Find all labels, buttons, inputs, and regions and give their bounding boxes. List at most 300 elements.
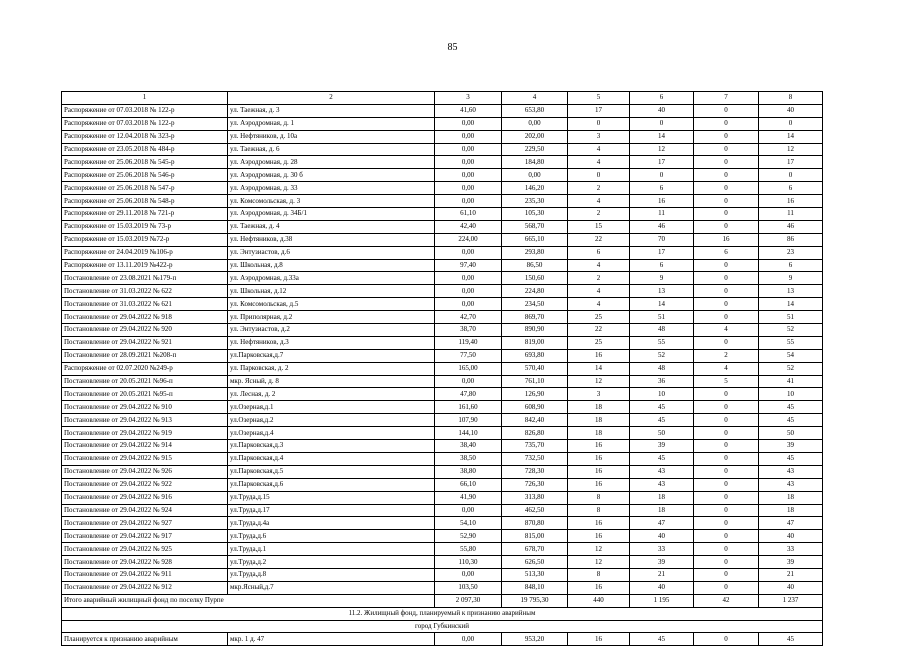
table-cell: 293,80 — [502, 246, 568, 259]
table-cell: 39 — [630, 440, 694, 453]
doc-cell: Постановление от 29.04.2022 № 928 — [62, 556, 228, 569]
table-cell: 6 — [630, 259, 694, 272]
table-cell: 16 — [568, 517, 630, 530]
total-cell: 2 097,30 — [435, 594, 502, 607]
address-cell: ул. Нефтяников, д.3 — [228, 336, 435, 349]
table-cell: 47 — [759, 517, 823, 530]
total-cell: 440 — [568, 594, 630, 607]
table-cell: 890,90 — [502, 324, 568, 337]
doc-cell: Постановление от 29.04.2022 № 915 — [62, 452, 228, 465]
doc-cell: Распоряжение от 23.05.2018 № 484-р — [62, 143, 228, 156]
doc-cell: Распоряжение от 25.06.2018 № 545-р — [62, 156, 228, 169]
table-cell: 9 — [630, 272, 694, 285]
table-cell: 33 — [759, 543, 823, 556]
table-cell: 10 — [759, 388, 823, 401]
doc-cell: Распоряжение от 29.11.2018 № 721-р — [62, 208, 228, 221]
table-cell: 126,90 — [502, 388, 568, 401]
total-cell: 19 795,30 — [502, 594, 568, 607]
table-cell: 4 — [568, 298, 630, 311]
table-cell: 12 — [568, 556, 630, 569]
table-cell: 0 — [694, 220, 759, 233]
housing-table — [61, 91, 823, 646]
table-cell: 12 — [759, 143, 823, 156]
address-cell: ул. Аэродромная, д. 1 — [228, 117, 435, 130]
table-cell: 45 — [630, 414, 694, 427]
table-cell: 0 — [694, 440, 759, 453]
table-cell: 55,80 — [435, 543, 502, 556]
table-cell: 761,10 — [502, 375, 568, 388]
table-cell: 146,20 — [502, 182, 568, 195]
table-cell: 0,00 — [435, 182, 502, 195]
address-cell: ул.Парковская,д.7 — [228, 349, 435, 362]
address-cell: ул. Аэродромная, д. 30 б — [228, 169, 435, 182]
table-cell: 46 — [759, 220, 823, 233]
page-number: 85 — [447, 42, 458, 53]
table-row — [62, 143, 823, 156]
column-header: 6 — [630, 92, 694, 105]
doc-cell: Постановление от 29.04.2022 № 914 — [62, 440, 228, 453]
table-cell: 8 — [568, 491, 630, 504]
address-cell: ул. Аэродромная, д. 33 — [228, 182, 435, 195]
address-cell: ул. Энтузиастов, д.2 — [228, 324, 435, 337]
header-row — [62, 92, 823, 105]
table-cell: 150,60 — [502, 272, 568, 285]
table-cell: 0 — [694, 285, 759, 298]
table-cell: 43 — [630, 478, 694, 491]
address-cell: ул. Таежная, д. 6 — [228, 143, 435, 156]
table-cell: 4 — [568, 143, 630, 156]
table-cell: 0 — [759, 169, 823, 182]
doc-cell: Постановление от 28.09.2021 №208-п — [62, 349, 228, 362]
table-cell: 14 — [630, 298, 694, 311]
table-cell: 33 — [630, 543, 694, 556]
table-row — [62, 349, 823, 362]
table-row — [62, 311, 823, 324]
table-body — [62, 104, 823, 594]
column-header: 8 — [759, 92, 823, 105]
table-cell: 6 — [759, 259, 823, 272]
table-cell: 568,70 — [502, 220, 568, 233]
doc-cell: Постановление от 20.05.2021 №95-п — [62, 388, 228, 401]
table-row — [62, 285, 823, 298]
table-cell: 40 — [630, 581, 694, 594]
table-cell: 52 — [630, 349, 694, 362]
table-cell: 0 — [568, 169, 630, 182]
table-row — [62, 117, 823, 130]
doc-cell: Постановление от 29.04.2022 № 924 — [62, 504, 228, 517]
address-cell: ул. Комсомольская, д. 3 — [228, 195, 435, 208]
table-cell: 55 — [759, 336, 823, 349]
table-cell: 12 — [630, 143, 694, 156]
table-cell: 21 — [759, 568, 823, 581]
address-cell: ул.Парковская,д.4 — [228, 452, 435, 465]
table-row — [62, 104, 823, 117]
table-cell: 50 — [759, 427, 823, 440]
table-cell: 38,70 — [435, 324, 502, 337]
table-cell: 0 — [694, 298, 759, 311]
table-cell: 2 — [568, 272, 630, 285]
table-cell: 2 — [568, 182, 630, 195]
doc-cell: Постановление от 29.04.2022 № 927 — [62, 517, 228, 530]
table-cell: 0 — [694, 388, 759, 401]
table-cell: 313,80 — [502, 491, 568, 504]
table-cell: 70 — [630, 233, 694, 246]
address-cell: ул.Озерная,д.2 — [228, 414, 435, 427]
doc-cell: Распоряжение от 07.03.2018 № 122-р — [62, 117, 228, 130]
table-cell: 21 — [630, 568, 694, 581]
table-cell: 6 — [630, 182, 694, 195]
doc-cell: Постановление от 20.05.2021 №96-п — [62, 375, 228, 388]
table-row — [62, 233, 823, 246]
table-cell: 97,40 — [435, 259, 502, 272]
table-cell: 693,80 — [502, 349, 568, 362]
table-cell: 46 — [630, 220, 694, 233]
table-cell: 0 — [694, 427, 759, 440]
table-row — [62, 543, 823, 556]
address-cell: ул.Труда,д.8 — [228, 568, 435, 581]
table-cell: 815,00 — [502, 530, 568, 543]
section-title: 11.2. Жилищный фонд, планируемый к признанию аварийным — [62, 607, 823, 620]
table-cell: 0 — [694, 517, 759, 530]
table-cell: 47,80 — [435, 388, 502, 401]
address-cell: мкр. Ясный, д. 8 — [228, 375, 435, 388]
section-title-row — [62, 607, 823, 620]
table-cell: 4 — [694, 362, 759, 375]
table-cell: 0 — [694, 568, 759, 581]
table-cell: 826,80 — [502, 427, 568, 440]
doc-cell: Постановление от 29.04.2022 № 918 — [62, 311, 228, 324]
table-cell: 39 — [630, 556, 694, 569]
table-cell: 43 — [630, 465, 694, 478]
address-cell: ул. Лесная, д. 2 — [228, 388, 435, 401]
table-row — [62, 517, 823, 530]
city-title: город Губкинский — [62, 620, 823, 633]
table-cell: 202,00 — [502, 130, 568, 143]
doc-cell: Постановление от 29.04.2022 № 913 — [62, 414, 228, 427]
table-cell: 107,90 — [435, 414, 502, 427]
table-cell: 3 — [568, 130, 630, 143]
doc-cell: Распоряжение от 02.07.2020 №249-р — [62, 362, 228, 375]
table-cell: 38,80 — [435, 465, 502, 478]
table-cell: 0 — [694, 465, 759, 478]
doc-cell: Постановление от 31.03.2022 № 622 — [62, 285, 228, 298]
column-header: 2 — [228, 92, 435, 105]
table-row — [62, 491, 823, 504]
table-cell: 14 — [630, 130, 694, 143]
doc-cell: Постановление от 29.04.2022 № 911 — [62, 568, 228, 581]
table-row — [62, 169, 823, 182]
table-cell: 0 — [694, 169, 759, 182]
table-cell: 17 — [759, 156, 823, 169]
table-cell: 869,70 — [502, 311, 568, 324]
table-cell: 0,00 — [435, 156, 502, 169]
table-cell: 0 — [759, 117, 823, 130]
table-cell: 38,50 — [435, 452, 502, 465]
table-cell: 16 — [568, 478, 630, 491]
address-cell: ул. Энтузиастов, д.6 — [228, 246, 435, 259]
address-cell: ул. Школьная, д.8 — [228, 259, 435, 272]
table-cell: 0 — [694, 414, 759, 427]
table-cell: 18 — [759, 491, 823, 504]
table-cell: 39 — [759, 440, 823, 453]
table-cell: 0,00 — [435, 375, 502, 388]
table-cell: 0 — [694, 401, 759, 414]
table-cell: 9 — [759, 272, 823, 285]
table-cell: 4 — [568, 259, 630, 272]
table-cell: 105,30 — [502, 208, 568, 221]
table-cell: 22 — [568, 324, 630, 337]
table-row — [62, 272, 823, 285]
table-cell: 735,70 — [502, 440, 568, 453]
table-cell: 0 — [694, 581, 759, 594]
table-cell: 0,00 — [502, 169, 568, 182]
table-cell: 86,50 — [502, 259, 568, 272]
table-cell: 38,40 — [435, 440, 502, 453]
table-cell: 23 — [759, 246, 823, 259]
table-cell: 61,10 — [435, 208, 502, 221]
address-cell: ул.Парковская,д.6 — [228, 478, 435, 491]
table-cell: 11 — [630, 208, 694, 221]
table-cell: 14 — [759, 298, 823, 311]
table-row — [62, 298, 823, 311]
table-cell: 13 — [630, 285, 694, 298]
table-cell: 678,70 — [502, 543, 568, 556]
table-cell: 14 — [759, 130, 823, 143]
address-cell: ул.Озерная,д.1 — [228, 401, 435, 414]
total-cell: 1 195 — [630, 594, 694, 607]
address-cell: ул.Труда,д.1 — [228, 543, 435, 556]
column-header: 3 — [435, 92, 502, 105]
table-cell: 16 — [568, 465, 630, 478]
table-cell: 842,40 — [502, 414, 568, 427]
table-cell: 4 — [568, 285, 630, 298]
table-cell: 4 — [694, 324, 759, 337]
table-row — [62, 182, 823, 195]
table-cell: 15 — [568, 220, 630, 233]
table-cell: 18 — [568, 427, 630, 440]
table-cell: 41 — [759, 375, 823, 388]
doc-cell: Постановление от 29.04.2022 № 922 — [62, 478, 228, 491]
table-cell: 45 — [759, 401, 823, 414]
table-cell: 41,90 — [435, 491, 502, 504]
table-cell: 18 — [630, 491, 694, 504]
table-cell: 52,90 — [435, 530, 502, 543]
table-row — [62, 581, 823, 594]
table-cell: 12 — [568, 543, 630, 556]
address-cell: мкр. 1 д. 47 — [228, 633, 435, 646]
table-cell: 0,00 — [435, 504, 502, 517]
doc-cell: Постановление от 29.04.2022 № 921 — [62, 336, 228, 349]
table-cell: 953,20 — [502, 633, 568, 646]
table-cell: 184,80 — [502, 156, 568, 169]
table-cell: 665,10 — [502, 233, 568, 246]
table-cell: 144,10 — [435, 427, 502, 440]
table-cell: 43 — [759, 465, 823, 478]
address-cell: ул. Таежная, д. 3 — [228, 104, 435, 117]
table-cell: 0 — [694, 336, 759, 349]
table-cell: 0 — [694, 117, 759, 130]
table-cell: 77,50 — [435, 349, 502, 362]
table-cell: 16 — [568, 581, 630, 594]
table-row — [62, 220, 823, 233]
table-cell: 16 — [630, 195, 694, 208]
table-cell: 6 — [759, 182, 823, 195]
doc-cell: Распоряжение от 12.04.2018 № 323-р — [62, 130, 228, 143]
table-cell: 51 — [759, 311, 823, 324]
table-cell: 0,00 — [435, 169, 502, 182]
table-cell: 0 — [694, 556, 759, 569]
table-cell: 0 — [568, 117, 630, 130]
table-cell: 12 — [568, 375, 630, 388]
table-cell: 52 — [759, 362, 823, 375]
table-cell: 0 — [694, 272, 759, 285]
table-cell: 51 — [630, 311, 694, 324]
table-cell: 726,30 — [502, 478, 568, 491]
table-cell: 0,00 — [435, 246, 502, 259]
table-row — [62, 414, 823, 427]
table-cell: 22 — [568, 233, 630, 246]
doc-cell: Постановление от 29.04.2022 № 917 — [62, 530, 228, 543]
table-cell: 18 — [568, 414, 630, 427]
table-cell: 45 — [759, 452, 823, 465]
table-cell: 43 — [759, 478, 823, 491]
table-cell: 0 — [694, 452, 759, 465]
table-cell: 55 — [630, 336, 694, 349]
table-cell: 0,00 — [502, 117, 568, 130]
table-cell: 48 — [630, 362, 694, 375]
table-cell: 45 — [630, 452, 694, 465]
doc-cell: Распоряжение от 07.03.2018 № 122-р — [62, 104, 228, 117]
table-row — [62, 362, 823, 375]
city-row — [62, 620, 823, 633]
table-cell: 0 — [694, 491, 759, 504]
table-cell: 0 — [694, 543, 759, 556]
table-cell: 13 — [759, 285, 823, 298]
table-cell: 66,10 — [435, 478, 502, 491]
table-cell: 103,50 — [435, 581, 502, 594]
table-cell: 608,90 — [502, 401, 568, 414]
doc-cell: Постановление от 29.04.2022 № 919 — [62, 427, 228, 440]
doc-cell: Постановление от 29.04.2022 № 912 — [62, 581, 228, 594]
table-cell: 18 — [568, 401, 630, 414]
table-cell: 25 — [568, 336, 630, 349]
table-cell: 0 — [694, 104, 759, 117]
address-cell: ул. Парковская, д. 2 — [228, 362, 435, 375]
address-cell: ул.Труда,д.6 — [228, 530, 435, 543]
table-cell: 39 — [759, 556, 823, 569]
table-cell: 6 — [568, 246, 630, 259]
doc-cell: Постановление от 31.03.2022 № 621 — [62, 298, 228, 311]
address-cell: ул.Парковская,д.3 — [228, 440, 435, 453]
doc-cell: Постановление от 29.04.2022 № 925 — [62, 543, 228, 556]
table-row — [62, 156, 823, 169]
table-cell: 0,00 — [435, 130, 502, 143]
table-cell: 0 — [694, 156, 759, 169]
table-row — [62, 324, 823, 337]
table-row — [62, 259, 823, 272]
table-cell: 0 — [630, 117, 694, 130]
total-cell: 42 — [694, 594, 759, 607]
table-cell: 6 — [694, 246, 759, 259]
address-cell: ул. Нефтяников, д. 10а — [228, 130, 435, 143]
table-cell: 0,00 — [435, 272, 502, 285]
table-cell: 0 — [694, 530, 759, 543]
total-cell: 1 237 — [759, 594, 823, 607]
table-cell: 3 — [568, 388, 630, 401]
column-header: 5 — [568, 92, 630, 105]
table-cell: 45 — [759, 414, 823, 427]
address-cell: ул. Приполярная, д.2 — [228, 311, 435, 324]
doc-cell: Планируется к признанию аварийным — [62, 633, 228, 646]
doc-cell: Распоряжение от 15.03.2019 №72-р — [62, 233, 228, 246]
address-cell: ул. Аэродромная, д. 28 — [228, 156, 435, 169]
table-cell: 110,30 — [435, 556, 502, 569]
table-cell: 16 — [568, 633, 630, 646]
table-cell: 40 — [630, 104, 694, 117]
column-header: 7 — [694, 92, 759, 105]
address-cell: мкр.Ясный,д.7 — [228, 581, 435, 594]
table-cell: 16 — [568, 349, 630, 362]
table-row — [62, 336, 823, 349]
table-cell: 16 — [568, 530, 630, 543]
table-cell: 0 — [694, 259, 759, 272]
table-cell: 870,80 — [502, 517, 568, 530]
table-cell: 4 — [568, 195, 630, 208]
table-cell: 42,40 — [435, 220, 502, 233]
table-cell: 728,30 — [502, 465, 568, 478]
table-cell: 0,00 — [435, 143, 502, 156]
doc-cell: Постановление от 29.04.2022 № 910 — [62, 401, 228, 414]
table-row — [62, 440, 823, 453]
address-cell: ул.Труда,д.15 — [228, 491, 435, 504]
table-cell: 4 — [568, 156, 630, 169]
table-row — [62, 465, 823, 478]
table-cell: 819,00 — [502, 336, 568, 349]
table-cell: 0,00 — [435, 298, 502, 311]
address-cell: ул. Таежная, д. 4 — [228, 220, 435, 233]
table-cell: 25 — [568, 311, 630, 324]
table-cell: 40 — [759, 104, 823, 117]
table-cell: 0 — [694, 311, 759, 324]
table-row — [62, 388, 823, 401]
table-cell: 119,40 — [435, 336, 502, 349]
table-cell: 653,80 — [502, 104, 568, 117]
table-row — [62, 568, 823, 581]
table-cell: 2 — [694, 349, 759, 362]
table-cell: 626,50 — [502, 556, 568, 569]
table-row — [62, 478, 823, 491]
table-cell: 10 — [630, 388, 694, 401]
table-cell: 8 — [568, 568, 630, 581]
table-cell: 732,50 — [502, 452, 568, 465]
address-cell: ул. Нефтяников, д.38 — [228, 233, 435, 246]
address-cell: ул.Труда,д.17 — [228, 504, 435, 517]
table-cell: 848,10 — [502, 581, 568, 594]
doc-cell: Постановление от 29.04.2022 № 920 — [62, 324, 228, 337]
table-row — [62, 130, 823, 143]
table-cell: 17 — [568, 104, 630, 117]
total-row — [62, 594, 823, 607]
table-cell: 2 — [568, 208, 630, 221]
table-cell: 16 — [568, 452, 630, 465]
table-cell: 36 — [630, 375, 694, 388]
table-cell: 86 — [759, 233, 823, 246]
table-row — [62, 195, 823, 208]
total-label: Итого аварийный жилищный фонд по поселку Пурпе — [62, 594, 435, 607]
table-row — [62, 246, 823, 259]
table-row — [62, 556, 823, 569]
address-cell: ул.Труда,д.4а — [228, 517, 435, 530]
